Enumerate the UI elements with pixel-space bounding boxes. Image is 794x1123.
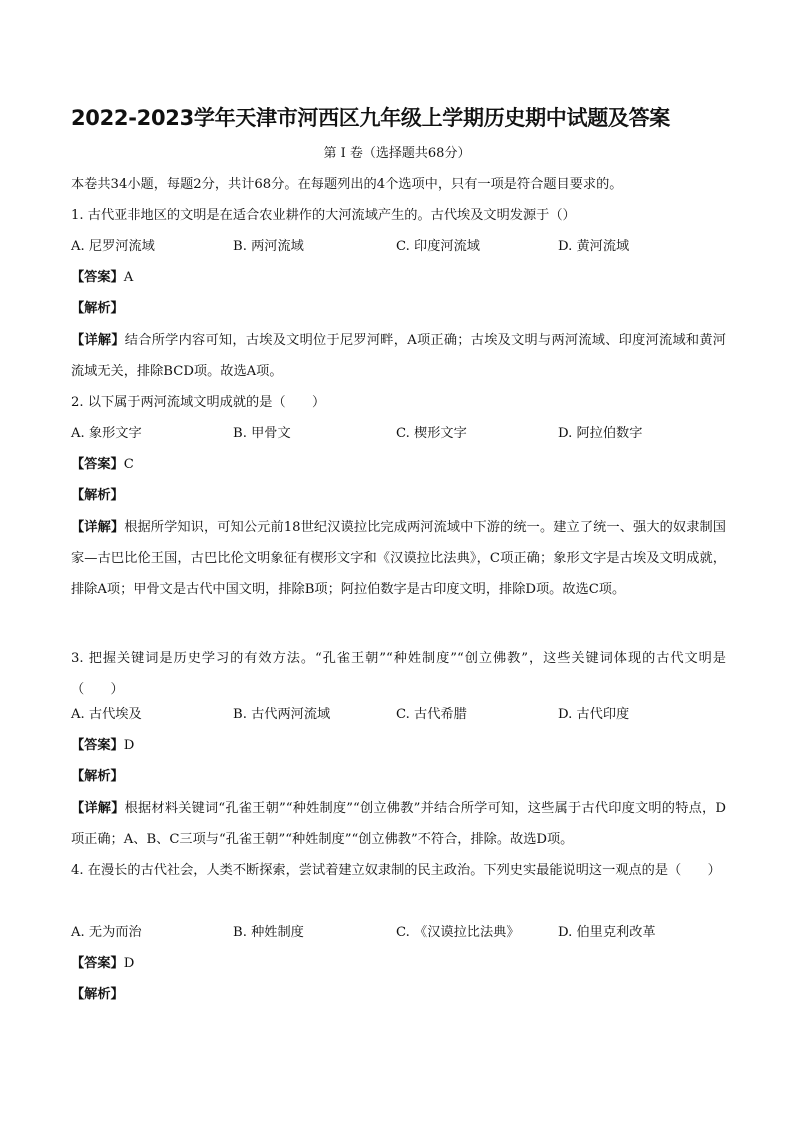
question-1-stem: 1. 古代亚非地区的文明是在适合农业耕作的大河流域产生的。古代埃及文明发源于（） [71,208,576,223]
question-3-answer [71,737,134,755]
answer-label: 【答案】 [71,457,124,472]
question-1-analysis [71,300,124,318]
question-3-option-b: B. 古代两河流域 [233,707,331,722]
answer-label: 【答案】 [71,738,124,753]
question-2-detail [71,512,726,605]
question-3-analysis [71,768,124,786]
question-2-analysis [71,487,124,505]
question-4-option-a: A. 无为而治 [71,925,142,940]
answer-label: 【答案】 [71,270,124,285]
answer-value: D [123,956,135,971]
question-3-option-c: C. 古代希腊 [396,707,467,722]
detail-text: 结合所学内容可知，古埃及文明位于尼罗河畔，A项正确；古埃及文明与两河流域、印度河流域和黄河流域无关，排除BCD项。故选A项。 [71,333,726,379]
question-2-answer [71,456,134,474]
question-1-option-d: D. 黄河流域 [558,239,630,254]
question-4-answer [71,955,134,973]
detail-label: 【详解】 [71,333,125,348]
question-4-option-c: C. 《汉谟拉比法典》 [396,925,520,940]
question-4-option-b: B. 种姓制度 [233,925,304,940]
question-2-option-b: B. 甲骨文 [233,426,291,441]
analysis-label: 【解析】 [71,488,124,503]
question-2-option-a: A. 象形文字 [71,426,142,441]
question-1-option-c: C. 印度河流域 [396,239,480,254]
question-1-detail [71,325,726,387]
answer-value: C [123,457,134,472]
question-2-option-c: C. 楔形文字 [396,426,467,441]
question-3-option-d: D. 古代印度 [558,707,630,722]
instructions: 本卷共34小题，每题2分，共计68分。在每题列出的4个选项中，只有一项是符合题目要求的。 [71,177,623,192]
question-3-stem: 3. 把握关键词是历史学习的有效方法。“孔雀王朝”“种姓制度”“创立佛教”，这些关键词体现的古代文明是（ ） [71,651,726,697]
question-3-option-a: A. 古代埃及 [71,707,142,722]
answer-label: 【答案】 [71,956,124,971]
section-subtitle: 第 I 卷（选择题共68分） [323,146,471,161]
question-3-detail [71,793,726,855]
question-1-option-b: B. 两河流域 [233,239,304,254]
analysis-label: 【解析】 [71,987,124,1002]
question-4-analysis [71,986,124,1004]
analysis-label: 【解析】 [71,301,124,316]
question-2-stem: 2. 以下属于两河流域文明成就的是（ ） [71,395,326,410]
question-1-option-a: A. 尼罗河流域 [71,239,155,254]
question-4-stem: 4. 在漫长的古代社会，人类不断探索，尝试着建立奴隶制的民主政治。下列史实最能说明这一观点的是（ ） [71,863,721,878]
detail-label: 【详解】 [71,520,125,535]
question-2-option-d: D. 阿拉伯数字 [558,426,643,441]
question-4-option-d: D. 伯里克利改革 [558,925,656,940]
detail-text: 根据材料关键词“孔雀王朝”“种姓制度”“创立佛教”并结合所学可知，这些属于古代印度文明的特点，D项正确；A、B、C三项与“孔雀王朝”“种姓制度”“创立佛教”不符合，排除。故选D项。 [71,801,726,847]
answer-value: D [123,738,135,753]
question-1-answer [71,269,133,287]
detail-text: 根据所学知识，可知公元前18世纪汉谟拉比完成两河流域中下游的统一。建立了统一、强大的奴隶制国家—古巴比伦王国，古巴比伦文明象征有楔形文字和《汉谟拉比法典》，C项正确；象形文字是古埃及文明成就，排除A项；甲骨文是古代中国文明，排除B项；阿拉伯数字是古印度文明，排除D项。故选C项。 [71,520,726,597]
answer-value: A [123,270,134,285]
analysis-label: 【解析】 [71,769,124,784]
document-title: 2022-2023学年天津市河西区九年级上学期历史期中试题及答案 [71,106,671,130]
detail-label: 【详解】 [71,801,125,816]
